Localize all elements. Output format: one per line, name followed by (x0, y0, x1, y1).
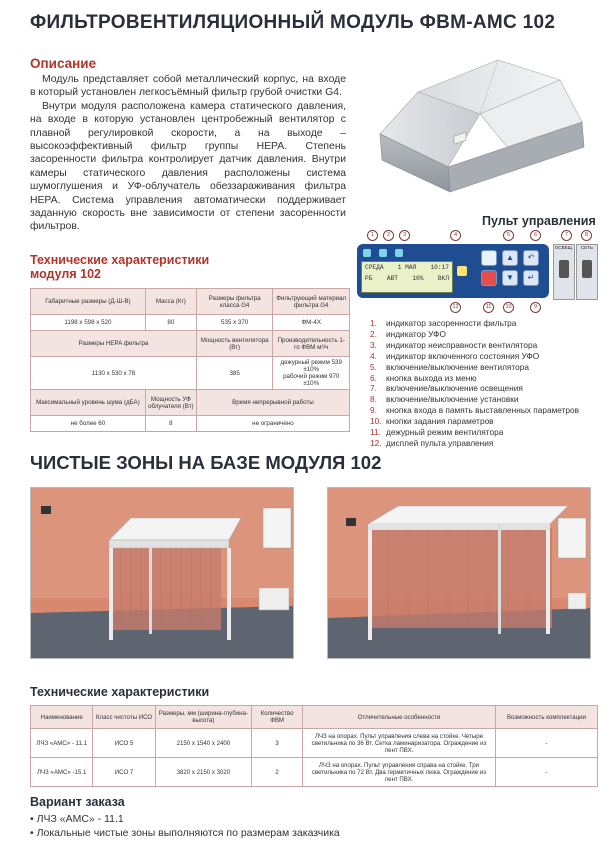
spec-value-line: рабочий режим 970 ±10% (283, 373, 340, 387)
table-cell: ЛЧЗ на опорах. Пульт управления слева на стойке. Четыре светильника по 36 Вт. Сетка ламинаризатора. Ограждение из лент ПВХ. (303, 729, 496, 758)
callout-marker: 8 (581, 230, 592, 241)
uv-indicator (379, 249, 387, 257)
legend-item (370, 405, 602, 416)
display-text: ВКЛ (437, 275, 449, 282)
legend-text: кнопка входа в память выставленных параметров (386, 405, 580, 416)
legend-text: индикатор неисправности вентилятора (386, 339, 538, 350)
panel-display (361, 261, 453, 293)
callout-marker: 6 (530, 230, 541, 241)
callout-marker: 5 (503, 230, 514, 241)
legend-number: 8. (370, 394, 377, 405)
legend-item (370, 416, 602, 427)
legend-number: 4. (370, 350, 377, 361)
description-text (30, 73, 346, 234)
column-header: Размеры, мм (ширина-глубина-высота) (155, 706, 251, 729)
legend-text: индикатор УФО (386, 328, 446, 339)
panel-body (357, 244, 549, 298)
power-switch-label: СЕТЬ (581, 245, 593, 250)
spec-header: Время непрерывной работы (196, 390, 349, 416)
arrow-up-icon: ▲ (506, 253, 514, 262)
callout-marker: 7 (561, 230, 572, 241)
spec-value: 1198 х 598 х 520 (31, 315, 146, 331)
description-paragraph: Модуль представляет собой металлический корпус, на входе в который установлен легкосъёмный фильтр грубой очистки G4. (30, 74, 346, 99)
column-header: Возможность комплектации (495, 706, 597, 729)
spec-value: ФМ-4Х (273, 315, 350, 331)
fan-toggle-button[interactable] (481, 250, 497, 266)
callout-marker: 11 (483, 302, 494, 313)
order-item: • Локальные чистые зоны выполняются по размерам заказчика (30, 827, 340, 839)
menu-exit-button[interactable] (523, 250, 539, 266)
column-header: Наименование (31, 706, 93, 729)
table-cell: - (495, 758, 597, 787)
module-spec-table (30, 288, 350, 432)
light-switch-label: ОСВЕЩ. (554, 245, 574, 250)
clean-zone-photo-1 (30, 487, 294, 659)
legend-number: 10. (370, 416, 382, 427)
order-item: • ЛЧЗ «АМС» - 11.1 (30, 813, 124, 825)
legend-text: индикатор засоренности фильтра (386, 318, 517, 328)
table-cell: 3 (252, 729, 303, 758)
callout-marker: 2 (383, 230, 394, 241)
spec-value: 535 х 370 (196, 315, 273, 331)
power-switch[interactable] (576, 244, 598, 300)
display-text: СРЕДА (365, 264, 384, 271)
callout-marker: 1 (367, 230, 378, 241)
table-cell: - (495, 729, 597, 758)
fan-fault-indicator (395, 249, 403, 257)
legend-number: 9. (370, 405, 377, 416)
uv-on-indicator (457, 266, 467, 276)
spec-value-line: дежурный режим 539 ±10% (280, 359, 342, 373)
order-item-text: ЛЧЗ «АМС» - 11.1 (36, 813, 124, 825)
page-title: ФИЛЬТРОВЕНТИЛЯЦИОННЫЙ МОДУЛЬ ФВМ-АМС 102 (30, 12, 556, 33)
clean-zone-specs-heading: Технические характеристики (30, 685, 210, 699)
order-heading: Вариант заказа (30, 795, 125, 809)
display-text: 1 МАЯ (397, 264, 417, 271)
legend-number: 6. (370, 372, 377, 383)
switch-icon (582, 260, 592, 278)
control-panel (355, 230, 600, 312)
table-cell: 2150 х 1540 х 2400 (155, 729, 251, 758)
light-switch[interactable] (553, 244, 575, 300)
column-header: Класс чистоты ИСО (93, 706, 155, 729)
spec-value: не ограничено (196, 416, 349, 432)
table-cell: 2 (252, 758, 303, 787)
tech-specs-heading-line: Технические характеристики (30, 253, 210, 267)
legend-item (370, 438, 602, 449)
display-text: 10% (412, 275, 424, 282)
spec-value-productivity (273, 357, 350, 390)
legend-number: 5. (370, 361, 377, 372)
legend-text: включение/выключение вентилятора (386, 361, 529, 372)
display-line-1 (362, 262, 452, 273)
table-row (31, 758, 598, 787)
table-cell: ИСО 7 (93, 758, 155, 787)
control-panel-heading: Пульт управления (482, 214, 596, 228)
memory-enter-button[interactable] (523, 270, 539, 286)
display-text: 10:17 (430, 264, 449, 271)
table-cell: ИСО 5 (93, 729, 155, 758)
spec-header: Размеры HEPA фильтра (31, 331, 197, 357)
spec-value: 8 (145, 416, 196, 432)
tech-specs-heading-line: модуля 102 (30, 267, 101, 281)
spec-header: Максимальный уровень шума (дБА) (31, 390, 146, 416)
filter-clog-indicator (363, 249, 371, 257)
spec-value: 1130 х 530 х 78 (31, 357, 197, 390)
description-paragraph: Внутри модуля расположена камера статического давления, на входе в которую установлен центробежный вентилятор с плавной регулировкой скорости, а на выходе – высокоэффективный фильтр группы НЕРА. Степень засоренности фильтра контролирует датчик давления. Внутри камеры статического давления расположены система шумоглушения и УФ-облучатель обеззараживания фильтра НЕРА. Система управления автоматически поддерживает заданную скорость вне зависимости от степени засоренности фильтров. (30, 100, 346, 233)
clean-zones-title: ЧИСТЫЕ ЗОНЫ НА БАЗЕ МОДУЛЯ 102 (30, 452, 382, 473)
callout-marker: 12 (450, 302, 461, 313)
table-cell: 3820 х 2150 х 3020 (155, 758, 251, 787)
display-text: РБ (365, 275, 373, 282)
legend-number: 2. (370, 328, 377, 339)
spec-value: 385 (196, 357, 273, 390)
column-header: Количество ФВМ (252, 706, 303, 729)
legend-item (370, 340, 602, 351)
legend-item (370, 394, 602, 405)
callout-marker: 10 (503, 302, 514, 313)
legend-item (370, 427, 602, 438)
spec-header: Габаритные размеры (Д-Ш-В) (31, 289, 146, 315)
callout-marker: 4 (450, 230, 461, 241)
legend-text: включение/выключение установки (386, 394, 519, 405)
clean-zone-table (30, 705, 598, 787)
module-product-image (350, 42, 600, 212)
legend-text: включение/выключение освещения (386, 383, 523, 394)
clean-zone-photo-2 (327, 487, 591, 659)
switch-icon (559, 260, 569, 278)
legend-item (370, 362, 602, 373)
legend-number: 7. (370, 383, 377, 394)
legend-item (370, 351, 602, 362)
column-header: Отличительные особенности (303, 706, 496, 729)
legend-text: дисплей пульта управления (386, 437, 494, 448)
legend-item (370, 318, 602, 329)
order-item-text: Локальные чистые зоны выполняются по размерам заказчика (36, 827, 340, 839)
spec-header: Мощность УФ облучателя (Вт) (145, 390, 196, 416)
legend-text: кнопки задания параметров (386, 416, 494, 427)
spec-header: Масса (Кг) (145, 289, 196, 315)
legend-item (370, 373, 602, 384)
legend-item (370, 383, 602, 394)
fan-standby-button[interactable] (481, 270, 497, 286)
tech-specs-heading (30, 253, 209, 281)
legend-text: кнопка выхода из меню (386, 372, 477, 383)
arrow-down-button[interactable] (502, 270, 518, 286)
spec-header: Мощность вентилятора (Вт) (196, 331, 273, 357)
description-heading: Описание (30, 56, 97, 71)
legend-number: 1. (370, 318, 377, 328)
table-cell: ЛЧЗ «АМС» - 11.1 (31, 729, 93, 758)
display-line-2 (362, 273, 452, 284)
legend-number: 11. (370, 427, 381, 438)
display-text: АВТ (386, 275, 398, 282)
callout-marker: 3 (399, 230, 410, 241)
return-icon: ↶ (527, 253, 535, 262)
table-row (31, 729, 598, 758)
legend-item (370, 329, 602, 340)
arrow-up-button[interactable] (502, 250, 518, 266)
legend-number: 12. (370, 437, 382, 448)
order-list (30, 812, 340, 840)
spec-value: 80 (145, 315, 196, 331)
legend-text: индикатор включенного состояния УФО (386, 350, 540, 361)
enter-icon: ↵ (527, 273, 535, 282)
table-header-row (31, 706, 598, 729)
spec-value: не более 60 (31, 416, 146, 432)
legend-number: 3. (370, 339, 377, 350)
callout-marker: 9 (530, 302, 541, 313)
spec-header: Фильтрующий материал фильтра G4 (273, 289, 350, 315)
spec-header: Размеры фильтра класса G4 (196, 289, 273, 315)
legend-text: дежурный режим вентилятора (386, 427, 504, 438)
table-cell: ЛЧЗ «АМС» -15.1 (31, 758, 93, 787)
table-cell: ЛЧЗ на опорах. Пульт управления справа на стойке. Три светильника по 72 Вт. Два герметичных люка. Ограждение из лент ПВХ. (303, 758, 496, 787)
arrow-down-icon: ▼ (506, 273, 514, 282)
spec-header: Производительность 1-го ФВМ м³/ч (273, 331, 350, 357)
panel-legend (370, 318, 602, 449)
